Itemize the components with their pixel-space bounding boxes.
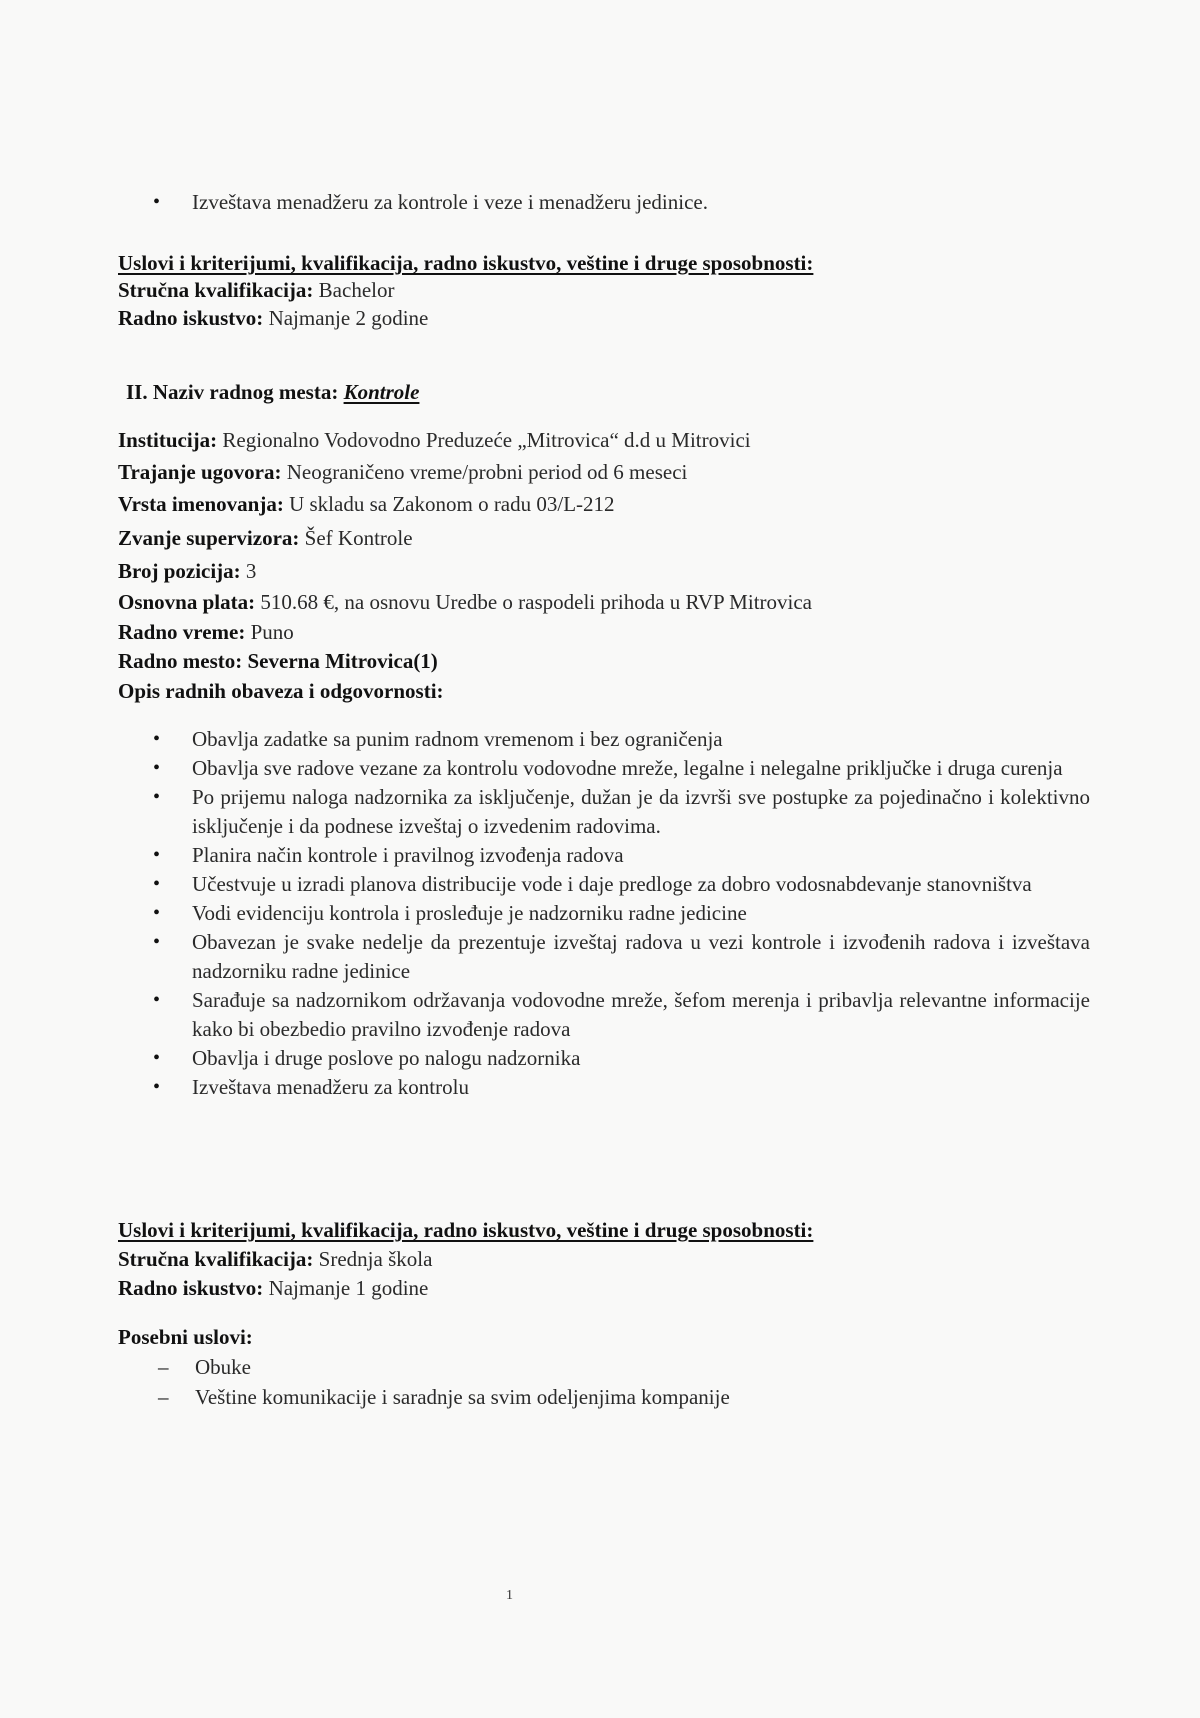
detail-value: Puno bbox=[245, 620, 294, 644]
detail-label: Institucija: bbox=[118, 428, 218, 452]
list-item: • Izveštava menadžeru za kontrolu bbox=[0, 1073, 1200, 1102]
detail-appointment-type bbox=[118, 489, 615, 519]
section1-qualification bbox=[118, 275, 394, 305]
position-name: Kontrole bbox=[343, 380, 420, 404]
experience-label: Radno iskustvo: bbox=[118, 1276, 264, 1300]
special-conditions-label: Posebni uslovi: bbox=[118, 1325, 253, 1349]
qualification-label: Stručna kvalifikacija: bbox=[118, 278, 314, 302]
detail-label: Vrsta imenovanja: bbox=[118, 492, 284, 516]
detail-value: Severna Mitrovica(1) bbox=[242, 649, 438, 673]
experience-label: Radno iskustvo: bbox=[118, 306, 264, 330]
section1-experience bbox=[118, 303, 428, 333]
detail-base-salary bbox=[118, 587, 812, 617]
duties-list bbox=[0, 725, 1200, 1102]
experience-value: Najmanje 2 godine bbox=[263, 306, 429, 330]
special-conditions-list bbox=[0, 1352, 730, 1412]
detail-workplace bbox=[118, 646, 438, 676]
qualification-value: Srednja škola bbox=[313, 1247, 433, 1271]
list-item: – Obuke bbox=[0, 1352, 730, 1382]
list-item: • Obavezan je svake nedelje da prezentuje izveštaj radova u vezi kontrole i izvođenih radova i izveštava nadzorniku radne jedinice bbox=[0, 928, 1200, 986]
list-item: • Planira način kontrole i pravilnog izvođenja radova bbox=[0, 841, 1200, 870]
list-item: • Izveštava menadžeru za kontrole i veze i menadžeru jedinice. bbox=[0, 188, 1200, 217]
section2-experience bbox=[118, 1273, 428, 1303]
detail-duties-heading bbox=[118, 676, 444, 706]
section2-qualification bbox=[118, 1244, 432, 1274]
detail-positions-count bbox=[118, 556, 256, 586]
detail-label: Osnovna plata: bbox=[118, 590, 256, 614]
detail-label: Broj pozicija: bbox=[118, 559, 241, 583]
top-bullet-list bbox=[0, 188, 1200, 217]
section1-heading: Uslovi i kriterijumi, kvalifikacija, radno iskustvo, veštine i druge sposobnosti: bbox=[118, 251, 814, 275]
list-item: • Vodi evidenciju kontrola i prosleđuje je nadzorniku radne jedicine bbox=[0, 899, 1200, 928]
detail-supervisor bbox=[118, 523, 413, 553]
list-item: • Obavlja zadatke sa punim radnom vremenom i bez ograničenja bbox=[0, 725, 1200, 754]
list-item: • Obavlja sve radove vezane za kontrolu vodovodne mreže, legalne i nelegalne priključke i druga curenja bbox=[0, 754, 1200, 783]
list-item: • Obavlja i druge poslove po nalogu nadzornika bbox=[0, 1044, 1200, 1073]
list-item: • Učestvuje u izradi planova distribucije vode i daje predloge za dobro vodosnabdevanje stanovništva bbox=[0, 870, 1200, 899]
detail-value: 3 bbox=[240, 559, 257, 583]
page-number: 1 bbox=[506, 1588, 513, 1603]
list-item: • Po prijemu naloga nadzornika za isključenje, dužan je da izvrši sve postupke za pojedinačno i kolektivno isključenje i da podnese izveštaj o izvedenim radovima. bbox=[0, 783, 1200, 841]
detail-label: Zvanje supervizora: bbox=[118, 526, 300, 550]
detail-value: Neograničeno vreme/probni period od 6 meseci bbox=[281, 460, 688, 484]
list-item: • Sarađuje sa nadzornikom održavanja vodovodne mreže, šefom merenja i pribavlja relevantne informacije kako bi obezbedio pravilno izvođenje radova bbox=[0, 986, 1200, 1044]
detail-value: 510.68 €, na osnovu Uredbe o raspodeli prihoda u RVP Mitrovica bbox=[255, 590, 812, 614]
qualification-label: Stručna kvalifikacija: bbox=[118, 1247, 314, 1271]
detail-label: Radno vreme: bbox=[118, 620, 246, 644]
experience-value: Najmanje 1 godine bbox=[263, 1276, 429, 1300]
position-title bbox=[126, 377, 419, 407]
list-item: – Veštine komunikacije i saradnje sa svim odeljenjima kompanije bbox=[0, 1382, 730, 1412]
detail-contract-duration bbox=[118, 457, 687, 487]
detail-working-hours bbox=[118, 617, 294, 647]
detail-value: Šef Kontrole bbox=[299, 526, 413, 550]
detail-label: Trajanje ugovora: bbox=[118, 460, 282, 484]
qualification-value: Bachelor bbox=[313, 278, 395, 302]
position-prefix: II. Naziv radnog mesta: bbox=[126, 380, 344, 404]
detail-value: U skladu sa Zakonom o radu 03/L-212 bbox=[283, 492, 615, 516]
detail-value: Regionalno Vodovodno Preduzeće „Mitrovica“ d.d u Mitrovici bbox=[217, 428, 751, 452]
detail-label: Opis radnih obaveza i odgovornosti: bbox=[118, 679, 444, 703]
detail-institution bbox=[118, 425, 751, 455]
section2-heading: Uslovi i kriterijumi, kvalifikacija, radno iskustvo, veštine i druge sposobnosti: bbox=[118, 1218, 814, 1242]
detail-label: Radno mesto: bbox=[118, 649, 243, 673]
